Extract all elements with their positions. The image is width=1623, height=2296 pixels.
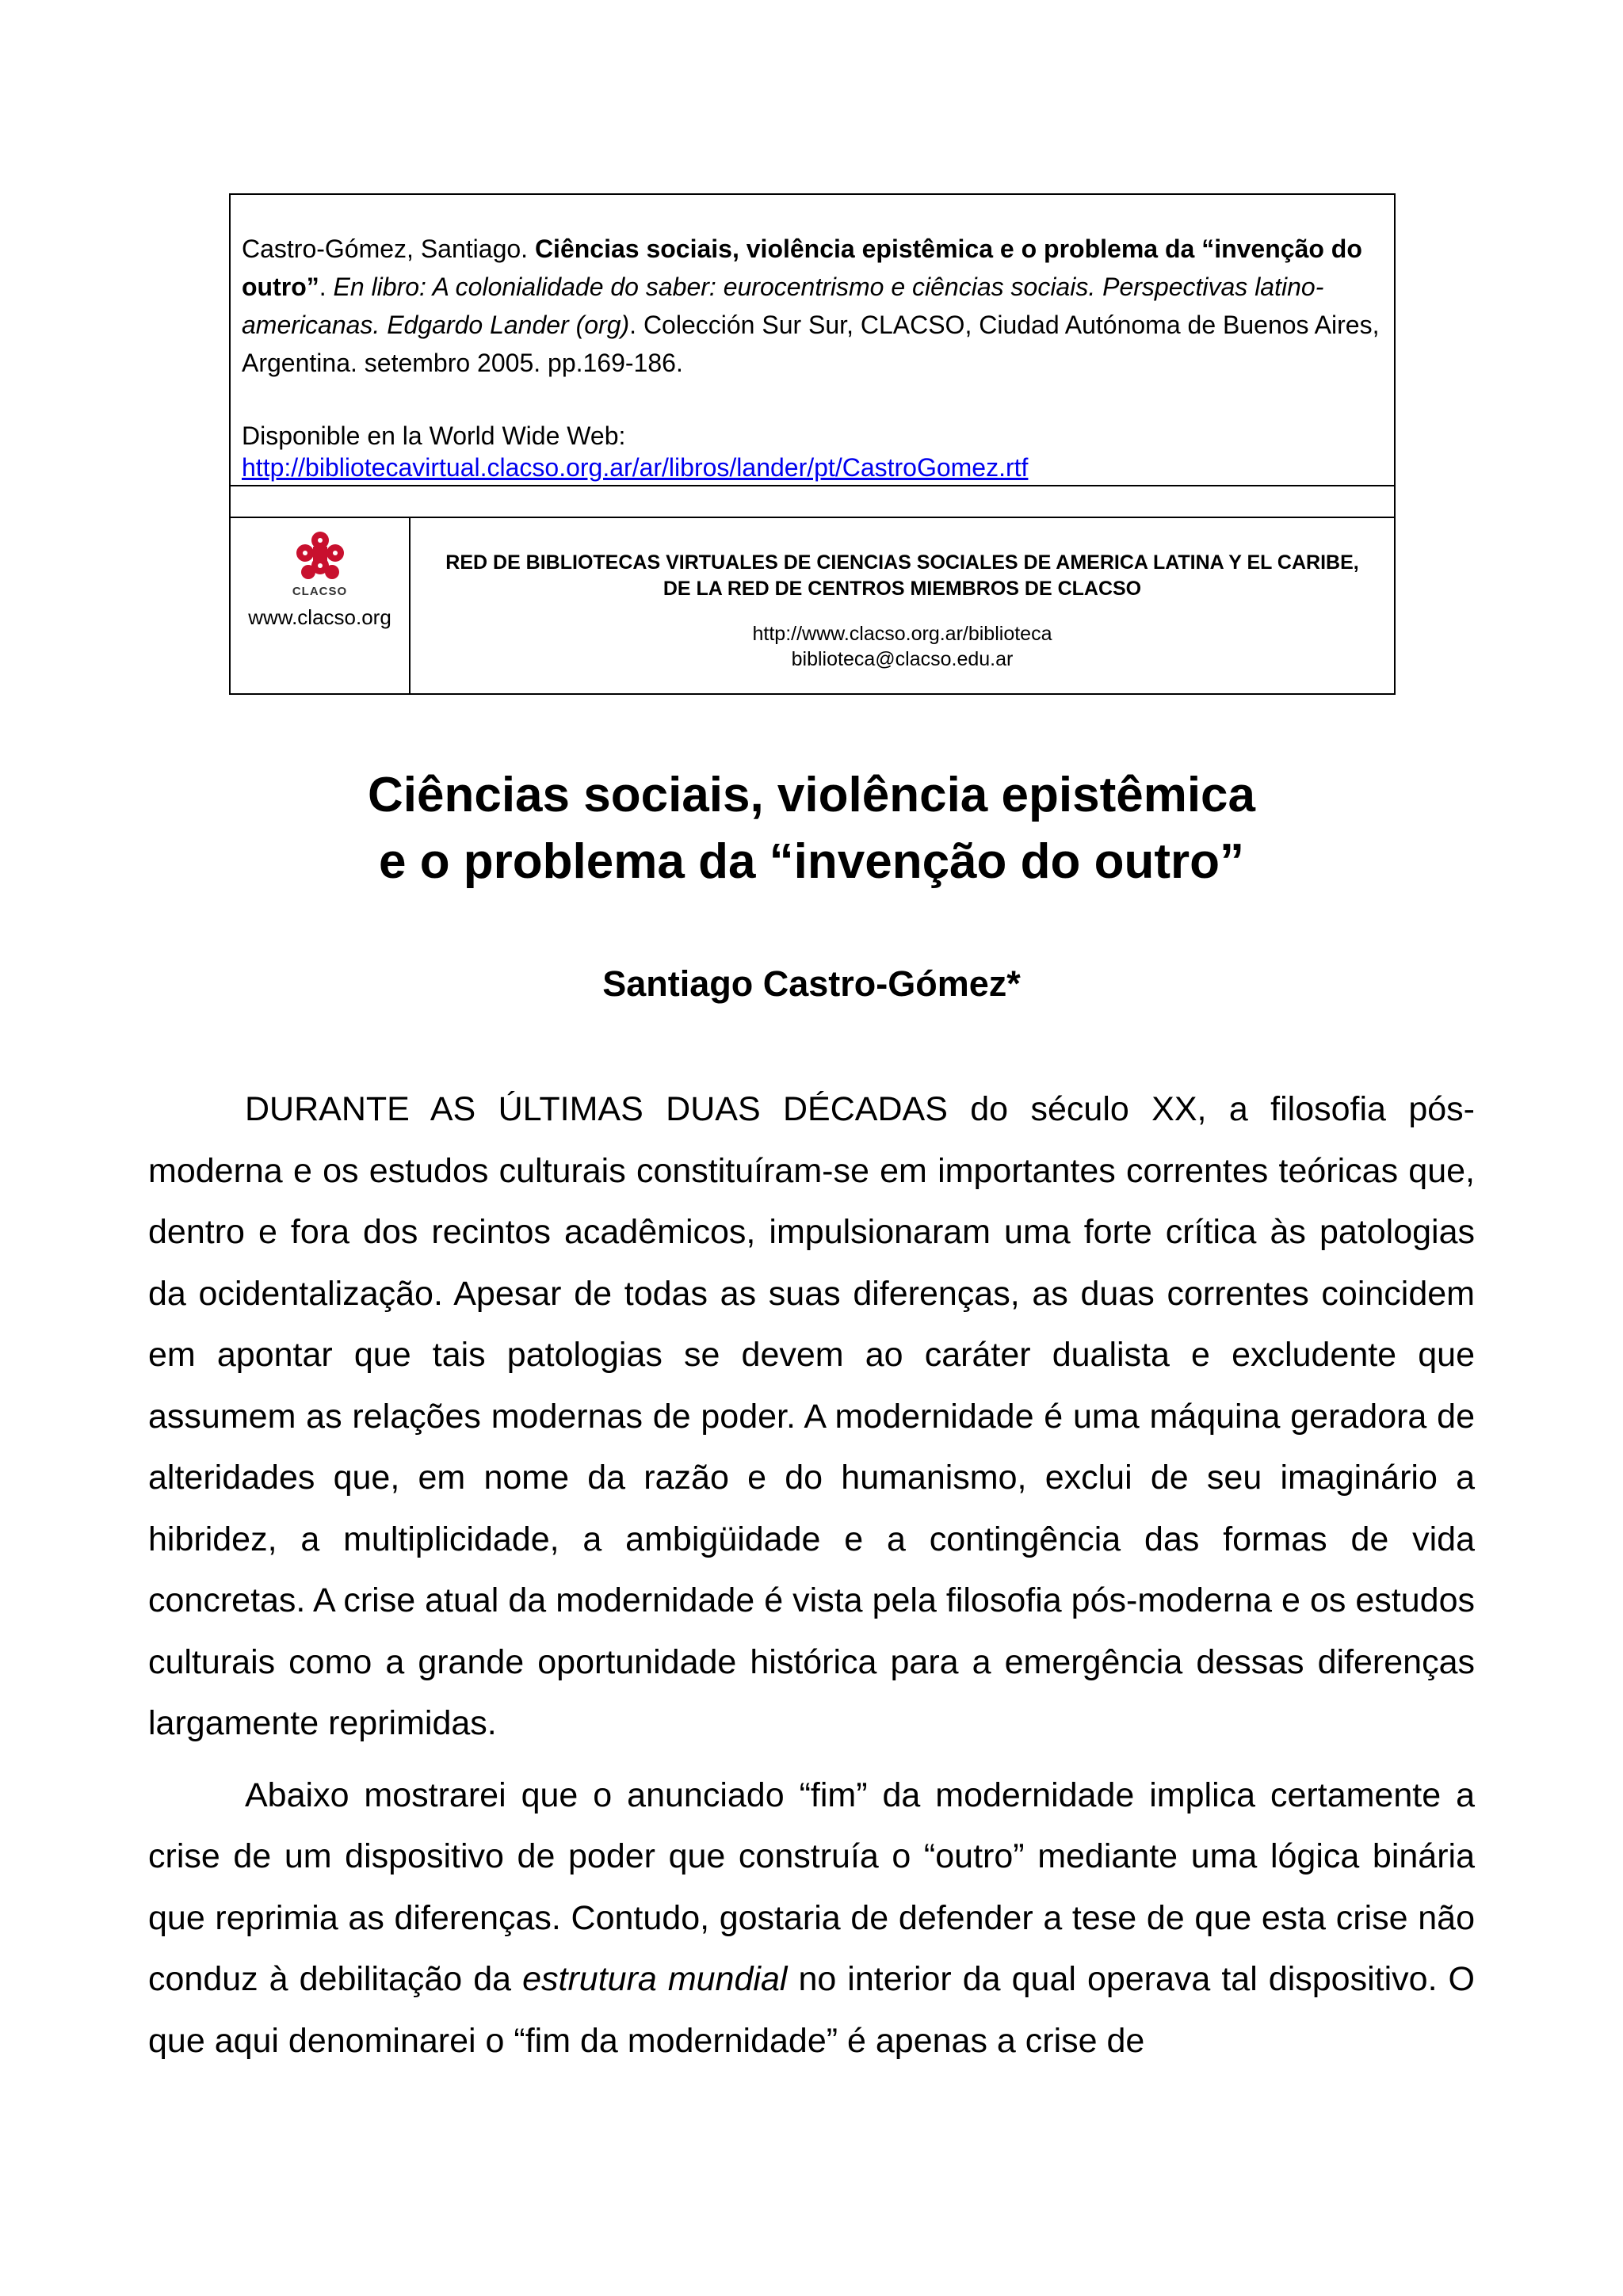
availability-label: Disponible en la World Wide Web: bbox=[242, 421, 626, 450]
citation-publication: . Colección Sur Sur, CLACSO, Ciudad Autónoma de Buenos Aires, Argentina. setembro 2005. pp.169-186. bbox=[242, 311, 1380, 377]
library-contact bbox=[411, 621, 1394, 672]
citation-author: Castro-Gómez, Santiago. bbox=[242, 235, 529, 263]
network-title: RED DE BIBLIOTECAS VIRTUALES DE CIENCIAS SOCIALES DE AMERICA LATINA Y EL CARIBE, DE LA RED DE CENTROS MIEMBROS DE CLACSO bbox=[445, 551, 1359, 600]
paragraph-2-text-a: Abaixo mostrarei que o anunciado “fim” da modernidade implica certamente a crise de um dispositivo de poder que construía o “outro” mediante uma lógica binária que reprimia as diferenças. Contudo, gostaria de defender a tese de que esta crise não conduz à debilitação da bbox=[148, 1775, 1475, 1998]
citation-book: En libro: A colonialidade do saber: eurocentrismo e ciências sociais. Perspectivas latino-americanas. Edgardo Lander (org) bbox=[242, 273, 1324, 339]
article-body bbox=[148, 1079, 1475, 2072]
library-network-cell bbox=[411, 518, 1394, 693]
paragraph-2-text-b: no interior da qual operava tal dispositivo. O que aqui denominarei o “fim da modernidade” é apenas a crise de bbox=[148, 1960, 1475, 2060]
library-url: http://www.clacso.org.ar/biblioteca bbox=[752, 623, 1052, 645]
paragraph-2-italic: estrutura mundial bbox=[522, 1960, 788, 1998]
citation-url-link[interactable]: http://bibliotecavirtual.clacso.org.ar/ar/libros/lander/pt/CastroGomez.rtf bbox=[242, 453, 1029, 482]
article-title-line-1: Ciências sociais, violência epistêmica bbox=[367, 768, 1256, 822]
article-title-line-2: e o problema da “invenção do outro” bbox=[378, 834, 1245, 889]
library-email: biblioteca@clacso.edu.ar bbox=[791, 648, 1014, 670]
citation-reference bbox=[231, 195, 1394, 486]
article-title bbox=[0, 762, 1623, 895]
clacso-logo-cell bbox=[231, 518, 411, 693]
availability bbox=[242, 420, 1381, 483]
clacso-website: www.clacso.org bbox=[248, 605, 391, 629]
citation-box bbox=[229, 193, 1396, 695]
article-author: Santiago Castro-Gómez* bbox=[602, 963, 1021, 1004]
citation-text bbox=[242, 230, 1381, 382]
clacso-logo-text: CLACSO bbox=[292, 585, 348, 598]
citation-period: . bbox=[319, 273, 327, 301]
paragraph-2 bbox=[148, 1765, 1475, 2073]
clacso-logo-icon bbox=[285, 529, 356, 585]
paragraph-1: DURANTE AS ÚLTIMAS DUAS DÉCADAS do século XX, a filosofia pós-moderna e os estudos culturais constituíram-se em importantes correntes teóricas que, dentro e fora dos recintos acadêmicos, impulsionaram uma forte crítica às patologias da ocidentalização. Apesar de todas as suas diferenças, as duas correntes coincidem em apontar que tais patologias se devem ao caráter dualista e excludente que assumem as relações modernas de poder. A modernidade é uma máquina geradora de alteridades que, em nome da razão e do humanismo, exclui de seu imaginário a hibridez, a multiplicidade, a ambigüidade e a contingência das formas de vida concretas. A crise atual da modernidade é vista pela filosofia pós-moderna e os estudos culturais como a grande oportunidade histórica para a emergência dessas diferenças largamente reprimidas. bbox=[148, 1090, 1475, 1742]
table-spacer-row bbox=[231, 486, 1394, 518]
citation-title: Ciências sociais, violência epistêmica e o problema da “invenção do outro” bbox=[242, 235, 1362, 301]
